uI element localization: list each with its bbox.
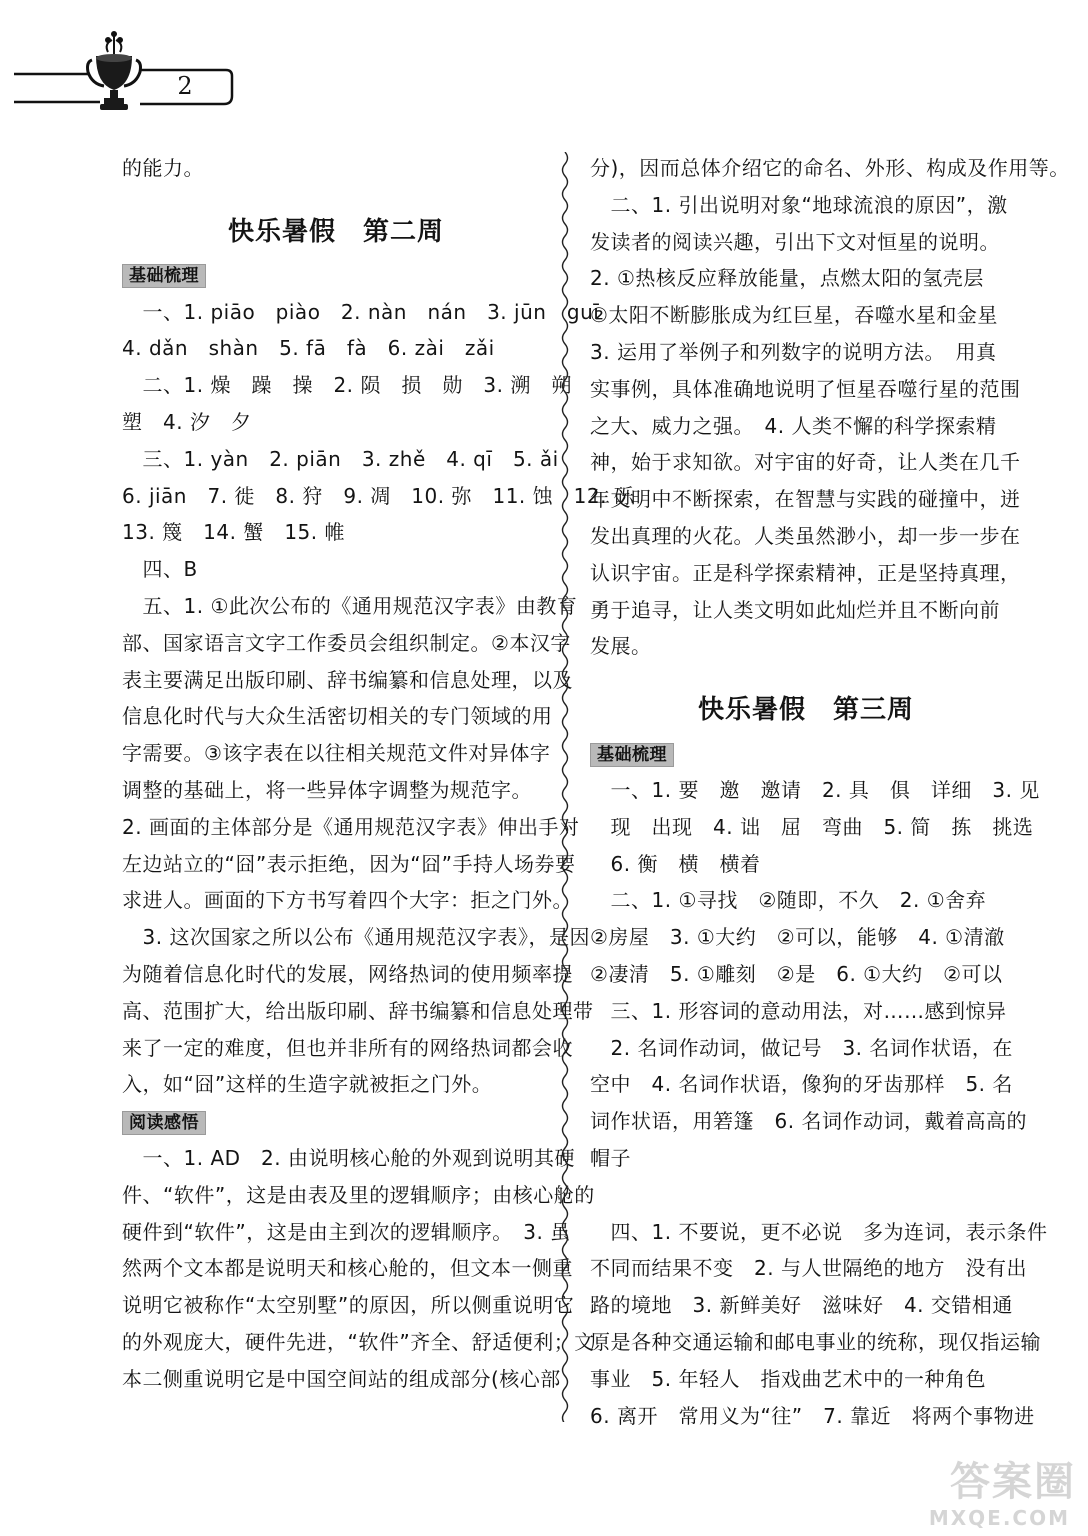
reading-continuation	[590, 150, 1070, 665]
answer-line: 6. jiān 7. 徙 8. 狩 9. 凋 10. 弥 11. 蚀 12. 砾	[122, 483, 635, 508]
section-tag-reading: 阅读感悟	[122, 1111, 206, 1135]
answer-line: 2. 名词作动词，做记号 3. 名词作状语，在	[590, 1035, 1013, 1060]
answer-line: 2. 画面的主体部分是《通用规范汉字表》伸出手对	[122, 814, 580, 839]
answer-line: 件、“软件”，这是由表及里的逻辑顺序；由核心舱的	[122, 1182, 595, 1207]
answer-line: 年文明中不断探索，在智慧与实践的碰撞中，迸	[590, 487, 1021, 512]
answer-line: 为随着信息化时代的发展，网络热词的使用频率提	[122, 961, 573, 986]
answer-line: 入，如“囧”这样的生造字就被拒之门外。	[122, 1072, 493, 1097]
answer-line: 神，始于求知欲。对宇宙的好奇，让人类在几千	[590, 450, 1021, 475]
answer-line: 事业 5. 年轻人 指戏曲艺术中的一种角色	[590, 1366, 986, 1391]
answer-line: 13. 篾 14. 蟹 15. 帷	[122, 520, 345, 545]
section-tag-basic: 基础梳理	[122, 264, 206, 288]
answer-line: 五、1. ①此次公布的《通用规范汉字表》由教育	[122, 593, 578, 618]
column-divider	[558, 152, 572, 1422]
answer-line	[590, 1177, 1022, 1214]
answer-line: 实事例，具体准确地说明了恒星吞噬行星的范围	[590, 376, 1021, 401]
answer-line: 二、1. 燥 躁 操 2. 陨 损 勋 3. 溯 朔	[122, 373, 572, 398]
section-tag-basic-week3: 基础梳理	[590, 743, 674, 767]
page-header	[0, 0, 1088, 130]
answer-line: 表主要满足出版印刷、辞书编纂和信息处理，以及	[122, 667, 573, 692]
week3-basic-answers	[590, 772, 1048, 1434]
page-number: 2	[177, 72, 193, 100]
answer-line: 不同而结果不变 2. 与人世隔绝的地方 没有出	[590, 1256, 1027, 1281]
answer-line: 信息化时代与大众生活密切相关的专门领域的用	[122, 704, 553, 729]
answer-line: 发出真理的火花。人类虽然渺小，却一步一步在	[590, 523, 1021, 548]
answer-line: 之大、威力之强。 4. 人类不懈的科学探索精	[590, 413, 997, 438]
trophy-icon	[0, 0, 260, 130]
answer-line: 2. ①热核反应释放能量，点燃太阳的氢壳层	[590, 266, 984, 291]
answer-line: 说明它被称作“太空别墅”的原因，所以侧重说明它	[122, 1293, 575, 1318]
answer-line: 发展。	[590, 634, 652, 659]
watermark-logo	[910, 1450, 1080, 1530]
answer-line: 硬件到“软件”，这是由主到次的逻辑顺序。 3. 虽	[122, 1219, 571, 1244]
answer-line: 三、1. yàn 2. piān 3. zhě 4. qī 5. ǎi	[122, 446, 559, 471]
answer-line: 求进人。画面的下方书写着四个大字：拒之门外。	[122, 888, 573, 913]
answer-line: 勇于追寻，让人类文明如此灿烂并且不断向前	[590, 597, 1000, 622]
answer-line: 一、1. 要 邀 邀请 2. 具 俱 详细 3. 见	[590, 777, 1040, 802]
answer-line: 高、范围扩大，给出版印刷、辞书编纂和信息处理带	[122, 998, 594, 1023]
answer-line: 分)，因而总体介绍它的命名、外形、构成及作用等。	[590, 156, 1070, 180]
answer-line: ②房屋 3. ①大约 ②可以，能够 4. ①清澈	[590, 925, 1005, 950]
answer-line: 左边站立的“囧”表示拒绝，因为“囧”手持人场券要	[122, 851, 576, 876]
week2-title: 快乐暑假 第二周	[227, 216, 444, 247]
answer-line: 词作状语，用箬篷 6. 名词作动词，戴着高高的	[590, 1109, 1027, 1134]
answer-line: 塑 4. 汐 夕	[122, 409, 252, 434]
week3-title: 快乐暑假 第三周	[697, 695, 914, 726]
answer-line: 3. 这次国家之所以公布《通用规范汉字表》，是因	[122, 925, 590, 950]
answer-line: 发读者的阅读兴趣，引出下文对恒星的说明。	[590, 229, 1000, 254]
answer-line: 帽子	[590, 1145, 631, 1170]
answer-line: 的外观庞大，硬件先进，“软件”齐全、舒适便利；文	[122, 1329, 595, 1354]
answer-line: 一、1. piāo piào 2. nàn nán 3. jūn guī	[122, 299, 600, 324]
week2-reading-answers	[122, 1140, 595, 1398]
right-column	[590, 150, 1070, 1434]
answer-line: ②太阳不断膨胀成为红巨星，吞噬水星和金星	[590, 303, 998, 328]
watermark-top: 答案圈	[950, 1459, 1076, 1505]
watermark-bottom: MXQE.COM	[928, 1506, 1070, 1530]
answer-line: 6. 衡 横 横着	[590, 851, 761, 876]
answer-line: 调整的基础上，将一些异体字调整为规范字。	[122, 777, 532, 802]
answer-line: 一、1. AD 2. 由说明核心舱的外观到说明其硬	[122, 1145, 575, 1170]
answer-line: 来了一定的难度，但也并非所有的网络热词都会收	[122, 1035, 573, 1060]
answer-line: 现 出现 4. 诎 屈 弯曲 5. 简 拣 挑选	[590, 814, 1034, 839]
answer-line: 四、1. 不要说，更不必说 多为连词，表示条件	[590, 1219, 1048, 1244]
answer-line: 字需要。③该字表在以往相关规范文件对异体字	[122, 741, 551, 766]
answer-line: ②凄清 5. ①雕刻 ②是 6. ①大约 ②可以	[590, 961, 1003, 986]
answer-line: 二、1. 引出说明对象“地球流浪的原因”，激	[590, 192, 1008, 217]
answer-line: 四、B	[122, 557, 198, 582]
answer-line: 3. 运用了举例子和列数字的说明方法。 用真	[590, 339, 997, 364]
answer-line: 4. dǎn shàn 5. fā fà 6. zài zǎi	[122, 336, 495, 361]
answer-line: 空中 4. 名词作状语，像狗的牙齿那样 5. 名	[590, 1072, 1013, 1097]
answer-line: 原是各种交通运输和邮电事业的统称，现仅指运输	[590, 1329, 1041, 1354]
answer-line: 路的境地 3. 新鲜美好 滋味好 4. 交错相通	[590, 1293, 1013, 1318]
answer-line: 二、1. ①寻找 ②随即，不久 2. ①舍弃	[590, 888, 987, 913]
intro-text: 的能力。	[122, 156, 204, 180]
answer-line: 6. 离开 常用义为“往” 7. 靠近 将两个事物进	[590, 1403, 1035, 1428]
answer-line: 部、国家语言文字工作委员会组织制定。②本汉字	[122, 630, 571, 655]
answer-line: 然两个文本都是说明天和核心舱的，但文本一侧重	[122, 1256, 573, 1281]
answer-line: 认识宇宙。正是科学探索精神，正是坚持真理，	[590, 560, 1021, 585]
answer-line: 本二侧重说明它是中国空间站的组成部分(核心部	[122, 1366, 561, 1391]
answer-line: 三、1. 形容词的意动用法，对……感到惊异	[590, 998, 1007, 1023]
